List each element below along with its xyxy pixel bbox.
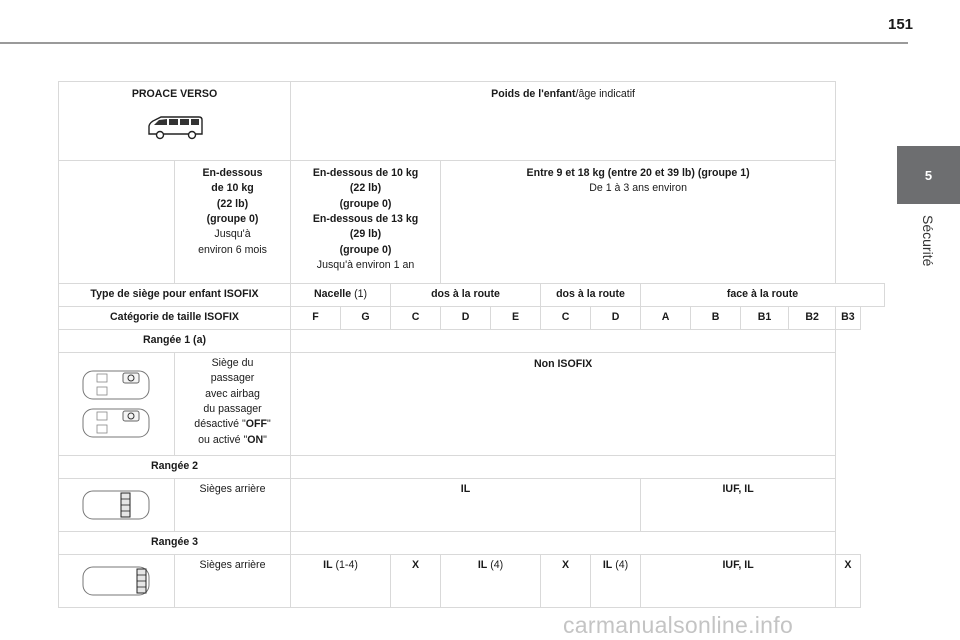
group-cell-1 — [175, 161, 291, 284]
group1-line: (22 lb) — [216, 197, 249, 210]
group2-line: En-dessous de 10 kg — [312, 167, 419, 179]
group2-line: Jusqu'à environ 1 an — [316, 259, 415, 272]
size-category: A — [641, 307, 691, 330]
quote: " — [266, 418, 271, 431]
seat-type-label: Type de siège pour enfant ISOFIX — [59, 284, 291, 307]
size-category: D — [441, 307, 491, 330]
row3-cell-1-bold: IL — [323, 559, 333, 571]
weight-header-cell — [291, 82, 836, 161]
header-rule — [0, 42, 908, 44]
front-seat-diagram-icon — [61, 368, 172, 402]
seat-type-forward-facing: face à la route — [641, 284, 885, 307]
size-category: F — [291, 307, 341, 330]
row2-value-left: IL — [291, 479, 641, 532]
row2-label-empty — [291, 456, 836, 479]
row3-cell-6: IUF, IL — [641, 555, 836, 608]
airbag-on-prefix: ou activé " — [198, 433, 248, 446]
row3-seat-diagram-icon — [61, 564, 172, 598]
size-category: D — [591, 307, 641, 330]
nacelle-note: (1) — [351, 288, 368, 300]
size-category-label: Catégorie de taille ISOFIX — [59, 307, 291, 330]
row1-seat-line: avec airbag — [205, 387, 260, 400]
quote: " — [263, 433, 267, 446]
row1-seat-line: du passager — [203, 403, 262, 416]
size-category: C — [391, 307, 441, 330]
row3-label: Rangée 3 — [59, 532, 291, 555]
group-cell-3 — [441, 161, 836, 284]
group3-line: De 1 à 3 ans environ — [589, 182, 687, 195]
group1-line: de 10 kg — [211, 182, 254, 195]
row3-cell-5-note: (4) — [612, 559, 629, 571]
row3-cell-3-bold: IL — [477, 559, 488, 571]
group2-line: (groupe 0) — [339, 243, 392, 256]
seat-type-rear-facing-2: dos à la route — [541, 284, 641, 307]
row3-cell-5 — [591, 555, 641, 608]
seat-type-nacelle — [291, 284, 391, 307]
row1-seat-line — [177, 417, 288, 432]
row3-label-empty — [291, 532, 836, 555]
size-category: E — [491, 307, 541, 330]
row3-seat-cell: Sièges arrière — [175, 555, 291, 608]
watermark: carmanualsonline.info — [563, 612, 794, 638]
group2-line: (groupe 0) — [339, 197, 392, 210]
nacelle-bold: Nacelle — [314, 288, 352, 300]
group1-line: En-dessous — [202, 167, 263, 179]
size-category: B2 — [789, 307, 836, 330]
size-category: C — [541, 307, 591, 330]
row2-seat-diagram-icon — [61, 488, 172, 522]
group2-line: En-dessous de 13 kg — [312, 213, 419, 226]
row2-icon-cell — [59, 479, 175, 532]
row3-cell-1 — [291, 555, 391, 608]
row1-seat-line: Siège du — [211, 357, 254, 369]
row1-seat-cell — [175, 353, 291, 456]
row3-cell-5-bold: IL — [602, 559, 613, 571]
row1-icon-cell — [59, 353, 175, 456]
van-icon — [61, 114, 288, 140]
group-cell-2 — [291, 161, 441, 284]
row2-label: Rangée 2 — [59, 456, 291, 479]
page-number: 151 — [888, 16, 914, 33]
size-category: B3 — [836, 307, 860, 330]
vehicle-header-cell — [59, 82, 291, 161]
group2-line: (29 lb) — [349, 228, 382, 241]
row1-seat-line: passager — [210, 372, 255, 385]
group2-line: (22 lb) — [349, 182, 382, 195]
size-category: B — [691, 307, 741, 330]
row3-cell-3 — [441, 555, 541, 608]
chapter-title: Sécurité — [920, 215, 936, 267]
chapter-tab[interactable]: 5 — [897, 146, 960, 204]
row3-icon-cell — [59, 555, 175, 608]
front-seat-diagram-icon — [61, 406, 172, 440]
airbag-off: OFF — [245, 418, 267, 431]
weights-empty-cell — [59, 161, 175, 284]
isofix-table — [58, 81, 885, 608]
group3-line: Entre 9 et 18 kg (entre 20 et 39 lb) (groupe 1) — [526, 167, 750, 179]
airbag-off-prefix: désactivé " — [194, 418, 246, 431]
row3-cell-2: X — [391, 555, 441, 608]
weight-header-bold: Poids de l'enfant — [491, 88, 576, 100]
row1-label-empty — [291, 330, 836, 353]
row1-value: Non ISOFIX — [291, 353, 836, 456]
size-category: G — [341, 307, 391, 330]
row2-seat-cell: Sièges arrière — [175, 479, 291, 532]
row1-seat-line — [177, 433, 288, 448]
row1-label: Rangée 1 (a) — [59, 330, 291, 353]
vehicle-name: PROACE VERSO — [131, 88, 218, 100]
group1-line: environ 6 mois — [198, 243, 267, 256]
row3-cell-3-note: (4) — [487, 559, 504, 571]
row3-cell-7: X — [836, 555, 860, 608]
row2-value-right: IUF, IL — [641, 479, 836, 532]
size-category: B1 — [741, 307, 789, 330]
row3-cell-4: X — [541, 555, 591, 608]
airbag-on: ON — [247, 433, 264, 446]
group1-line: (groupe 0) — [206, 213, 259, 226]
row3-cell-1-note: (1-4) — [332, 559, 358, 571]
seat-type-rear-facing-1: dos à la route — [391, 284, 541, 307]
weight-header-rest: /âge indicatif — [575, 88, 635, 100]
group1-line: Jusqu'à — [214, 228, 251, 241]
